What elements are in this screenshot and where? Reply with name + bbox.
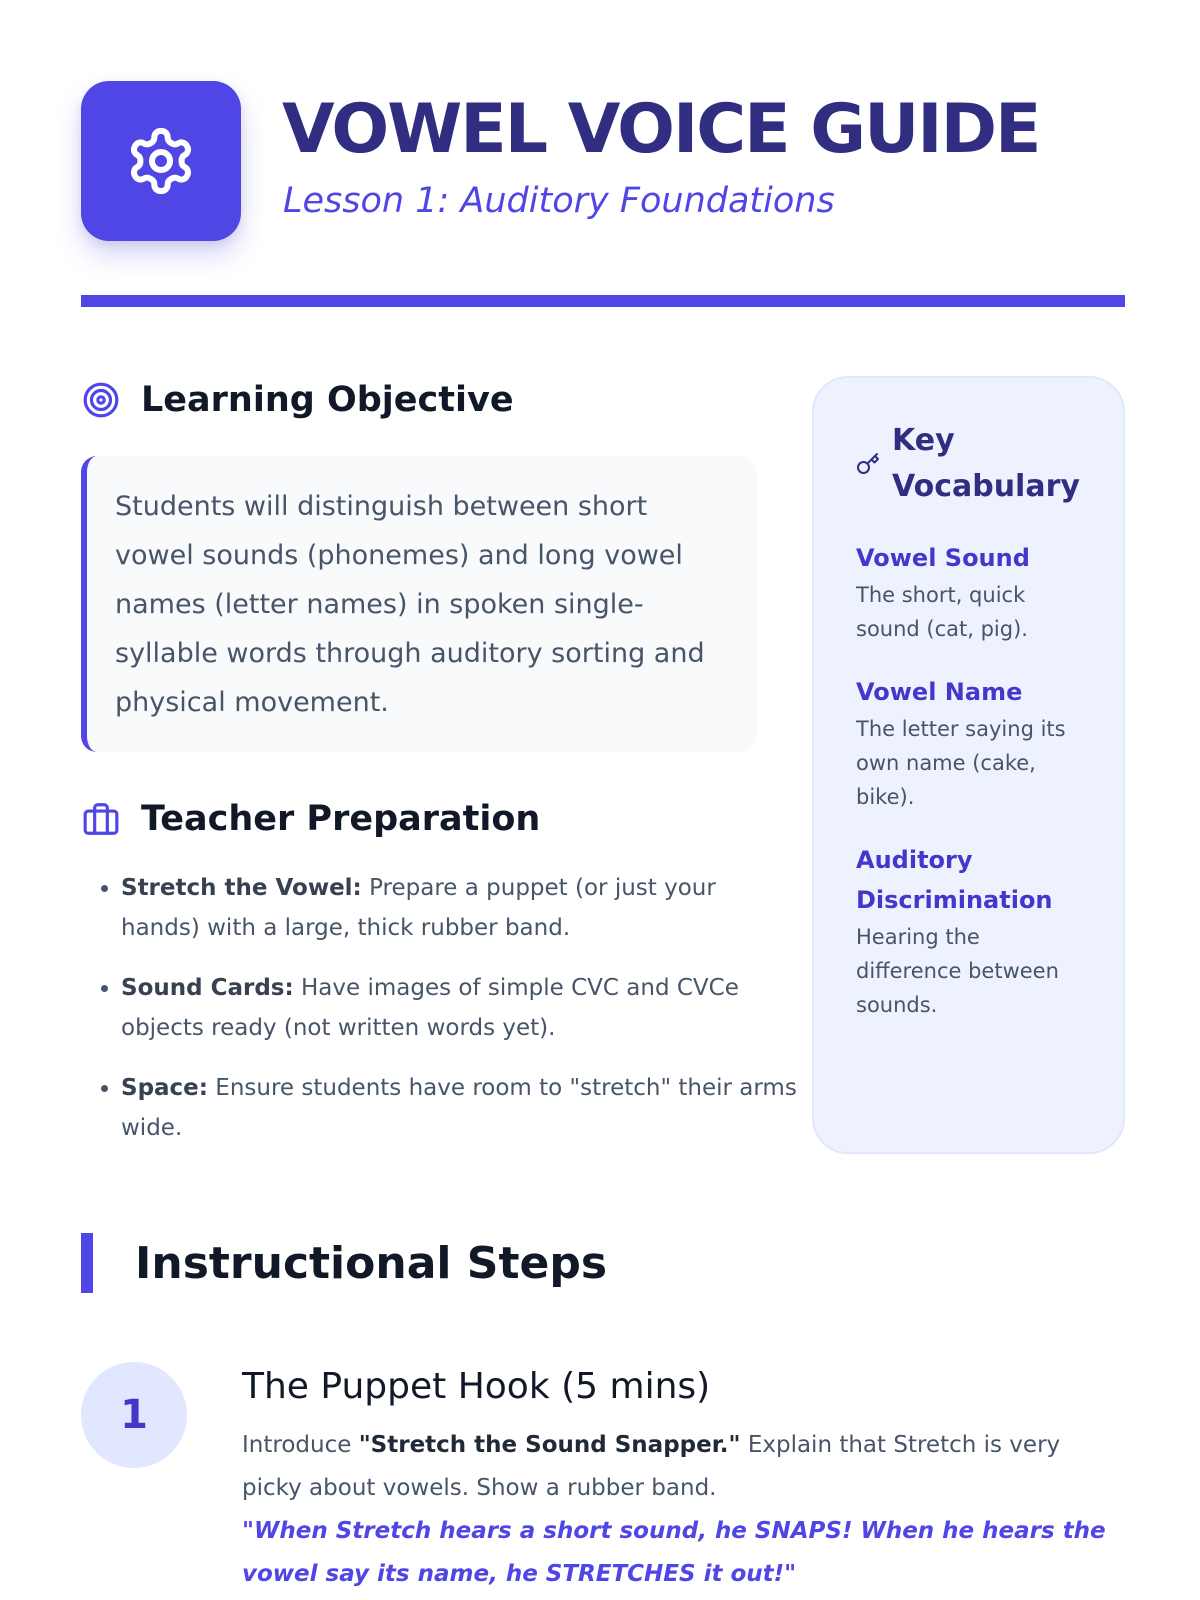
vocab-term [856,538,1089,646]
logo-tile [81,81,241,241]
prep-item-label: Sound Cards: [121,975,294,1001]
list-item [121,1068,801,1148]
prep-item-text: Prepare a puppet (or just your hands) with a large, thick rubber band. [121,875,716,941]
steps-heading [81,1233,607,1293]
preparation-title: Teacher Preparation [141,799,541,839]
prep-item-text: Ensure students have room to "stretch" their arms wide. [121,1075,797,1141]
step-quote: "When Stretch hears a short sound, he SNAPS! When he hears the vowel say its name, he STRETCHES it out!" [242,1518,1106,1587]
vocab-term-definition: Hearing the difference between sounds. [856,925,1059,1017]
page-title: VOWEL VOICE GUIDE [282,90,1040,169]
prep-item-label: Space: [121,1075,208,1101]
target-icon [81,380,121,420]
briefcase-icon [81,799,121,839]
page-header [81,81,1125,241]
puppet-name: "Stretch the Sound Snapper." [358,1432,741,1458]
key-icon [856,451,880,477]
step-description-rest: Explain that Stretch is very picky about vowels. Show a rubber band. [242,1432,1061,1501]
gear-icon [125,125,197,197]
prep-item-text: Have images of simple CVC and CVCe objects ready (not written words yet). [121,975,739,1041]
vocab-term [856,672,1089,814]
prep-item-label: Stretch the Vowel: [121,875,362,901]
vocab-term-definition: The letter saying its own name (cake, bike). [856,717,1066,809]
step-title: The Puppet Hook (5 mins) [242,1366,711,1407]
preparation-heading [81,799,540,839]
vocab-term-definition: The short, quick sound (cat, pig). [856,583,1028,641]
step-intro: Introduce [242,1432,359,1458]
objective-text: Students will distinguish between short vowel sounds (phonemes) and long vowel names (letter names) in spoken single-syllable words through auditory sorting and physical movement. [115,491,705,718]
step-description [242,1424,1125,1510]
vocab-term [856,840,1089,1022]
lesson-subtitle: Lesson 1: Auditory Foundations [283,181,835,221]
objective-box [81,456,757,752]
step-number-badge: 1 [81,1362,187,1468]
vocabulary-card [812,376,1125,1154]
objective-title: Learning Objective [141,380,514,420]
list-item [121,968,801,1048]
objective-heading [81,380,514,420]
preparation-list [81,868,801,1168]
list-item [121,868,801,948]
vocabulary-title: Key Vocabulary [892,423,1080,504]
vocab-term-title: Vowel Name [856,678,1023,706]
steps-title: Instructional Steps [135,1237,608,1289]
header-divider [81,295,1125,307]
vocabulary-heading [856,418,1089,510]
vocab-term-title: Auditory Discrimination [856,846,1053,914]
vocab-term-title: Vowel Sound [856,544,1030,572]
steps-accent-bar [81,1233,93,1293]
step-body [242,1362,1125,1596]
